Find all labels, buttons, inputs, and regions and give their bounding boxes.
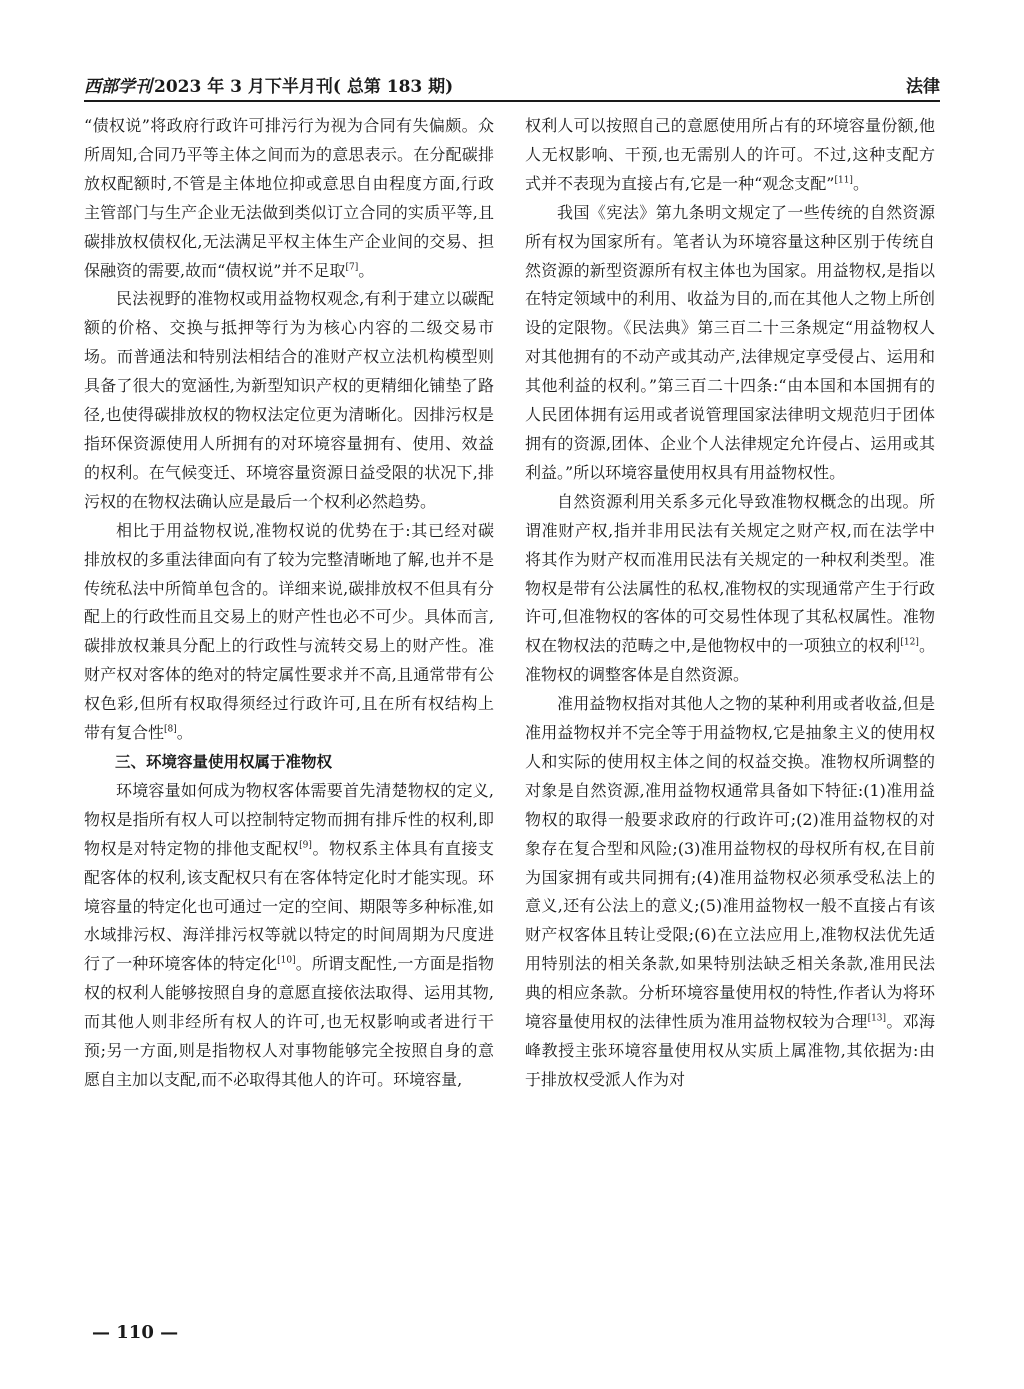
paragraph: 我国《宪法》第九条明文规定了一些传统的自然资源所有权为国家所有。笔者认为环境容量这种区别于传统自然资源的新型资源所有权主体也为国家。用益物权,是指以在特定领域中的利用、收益为目的,而在其他人之物上所创设的定限物。《民法典》第三百二十三条规定“用益物权人对其他拥有的不动产或其动产,法律规定享受侵占、运用和其他利益的权利。”第三百二十四条:“由本国和本国拥有的人民团体拥有运用或者说管理国家法律明文规范归于团体拥有的资源,团体、企业个人法律规定允许侵占、运用或其利益。”所以环境容量使用权具有用益物权性。 bbox=[525, 202, 935, 482]
paragraph: 环境容量如何成为物权客体需要首先清楚物权的定义,物权是指所有权人可以控制特定物而拥有排斥性的权利,即物权是对特定物的排他支配权[9]。物权系主体具有直接支配客体的权利,该支配权只有在客体特定化时才能实现。环境容量的特定化也可通过一定的空间、期限等多种标准,如水域排污权、海洋排污权等就以特定的时间周期为尺度进行了一种环境客体的特定化[10]。所谓支配性,一方面是指物权的权利人能够按照自身的意愿直接依法取得、运用其物,而其他人则非经所有权人的许可,也无权影响或者进行干预;另一方面,则是指物权人对事物能够完全按照自身的意愿自主加以支配,而不必取得其他人的许可。环境容量, bbox=[84, 780, 494, 1089]
paragraph: 相比于用益物权说,准物权说的优势在于:其已经对碳排放权的多重法律面向有了较为完整清晰地了解,也并不是传统私法中所简单包含的。详细来说,碳排放权不但具有分配上的行政性而且交易上的财产性也必不可少。具体而言,碳排放权兼具分配上的行政性与流转交易上的财产性。准财产权对客体的绝对的特定属性要求并不高,且通常带有公权色彩,但所有权取得须经过行政许可,且在所有权结构上带有复合性[8]。 bbox=[84, 520, 494, 743]
citation: [7] bbox=[345, 262, 359, 273]
citation: [12] bbox=[900, 637, 919, 648]
paragraph: “债权说”将政府行政许可排污行为视为合同有失偏颇。众所周知,合同乃平等主体之间而为的意思表示。在分配碳排放权配额时,不管是主体地位抑或意思自由程度方面,行政主管部门与生产企业无法做到类似订立合同的实质平等,且碳排放权债权化,无法满足平权主体生产企业间的交易、担保融资的需要,故而“债权说”并不足取[7]。 bbox=[84, 116, 494, 280]
paragraph: 权利人可以按照自己的意愿使用所占有的环境容量份额,他人无权影响、干预,也无需别人的许可。不过,这种支配方式并不表现为直接占有,它是一种“观念支配”[11]。 bbox=[525, 116, 935, 193]
journal-logo: 西部学刊 bbox=[84, 77, 152, 97]
journal-issue bbox=[84, 72, 453, 97]
citation: [10] bbox=[277, 956, 296, 967]
citation: [8] bbox=[164, 724, 177, 735]
section-title: 法律 bbox=[906, 77, 940, 97]
paragraph: 民法视野的准物权或用益物权观念,有利于建立以碳配额的价格、交换与抵押等行为为核心内容的二级交易市场。而普通法和特别法相结合的准财产权立法机构模型则具备了很大的宽涵性,为新型知识产权的更精细化铺垫了路径,也使得碳排放权的物权法定位更为清晰化。因排污权是指环保资源使用人所拥有的对环境容量拥有、使用、效益的权利。在气候变迁、环境容量资源日益受限的状况下,排污权的在物权法确认应是最后一个权利必然趋势。 bbox=[84, 289, 494, 511]
running-header bbox=[84, 66, 940, 102]
citation: [13] bbox=[867, 1013, 887, 1024]
left-column bbox=[84, 112, 494, 1312]
paragraph: 自然资源利用关系多元化导致准物权概念的出现。所谓准财产权,指并非用民法有关规定之财产权,而在法学中将其作为财产权而准用民法有关规定的一种权利类型。准物权是带有公法属性的私权,准物权的实现通常产生于行政许可,但准物权的客体的可交易性体现了其私权属性。准物权在物权法的范畴之中,是他物权中的一项独立的权利[12]。准物权的调整客体是自然资源。 bbox=[525, 491, 935, 685]
right-column bbox=[525, 112, 935, 1312]
paragraph: 准用益物权指对其他人之物的某种利用或者收益,但是准用益物权并不完全等于用益物权,它是抽象主义的使用权人和实际的使用权主体之间的权益交换。准物权所调整的对象是自然资源,准用益物权通常具备如下特征:(1)准用益物权的取得一般要求政府的行政许可;(2)准用益物权的对象存在复合型和风险;(3)准用益物权的母权所有权,在目前为国家拥有或共同拥有;(4)准用益物权必须承受私法上的意义,还有公法上的意义;(5)准用益物权一般不直接占有该财产权客体且转让受限;(6)在立法应用上,准物权法优先适用特别法的相关条款,如果特别法缺乏相关条款,准用民法典的相应条款。分析环境容量使用权的特性,作者认为将环境容量使用权的法律性质为准用益物权较为合理[13]。邓海峰教授主张环境容量使用权从实质上属准物,其依据为:由于排放权受派人作为对 bbox=[525, 694, 935, 1089]
page-number: — 110 — bbox=[92, 1322, 179, 1343]
section-heading: 三、环境容量使用权属于准物权 bbox=[115, 752, 333, 771]
issue-info: 2023 年 3 月下半月刊( 总第 183 期) bbox=[154, 77, 454, 97]
citation: [9] bbox=[299, 840, 312, 851]
citation: [11] bbox=[834, 175, 853, 186]
